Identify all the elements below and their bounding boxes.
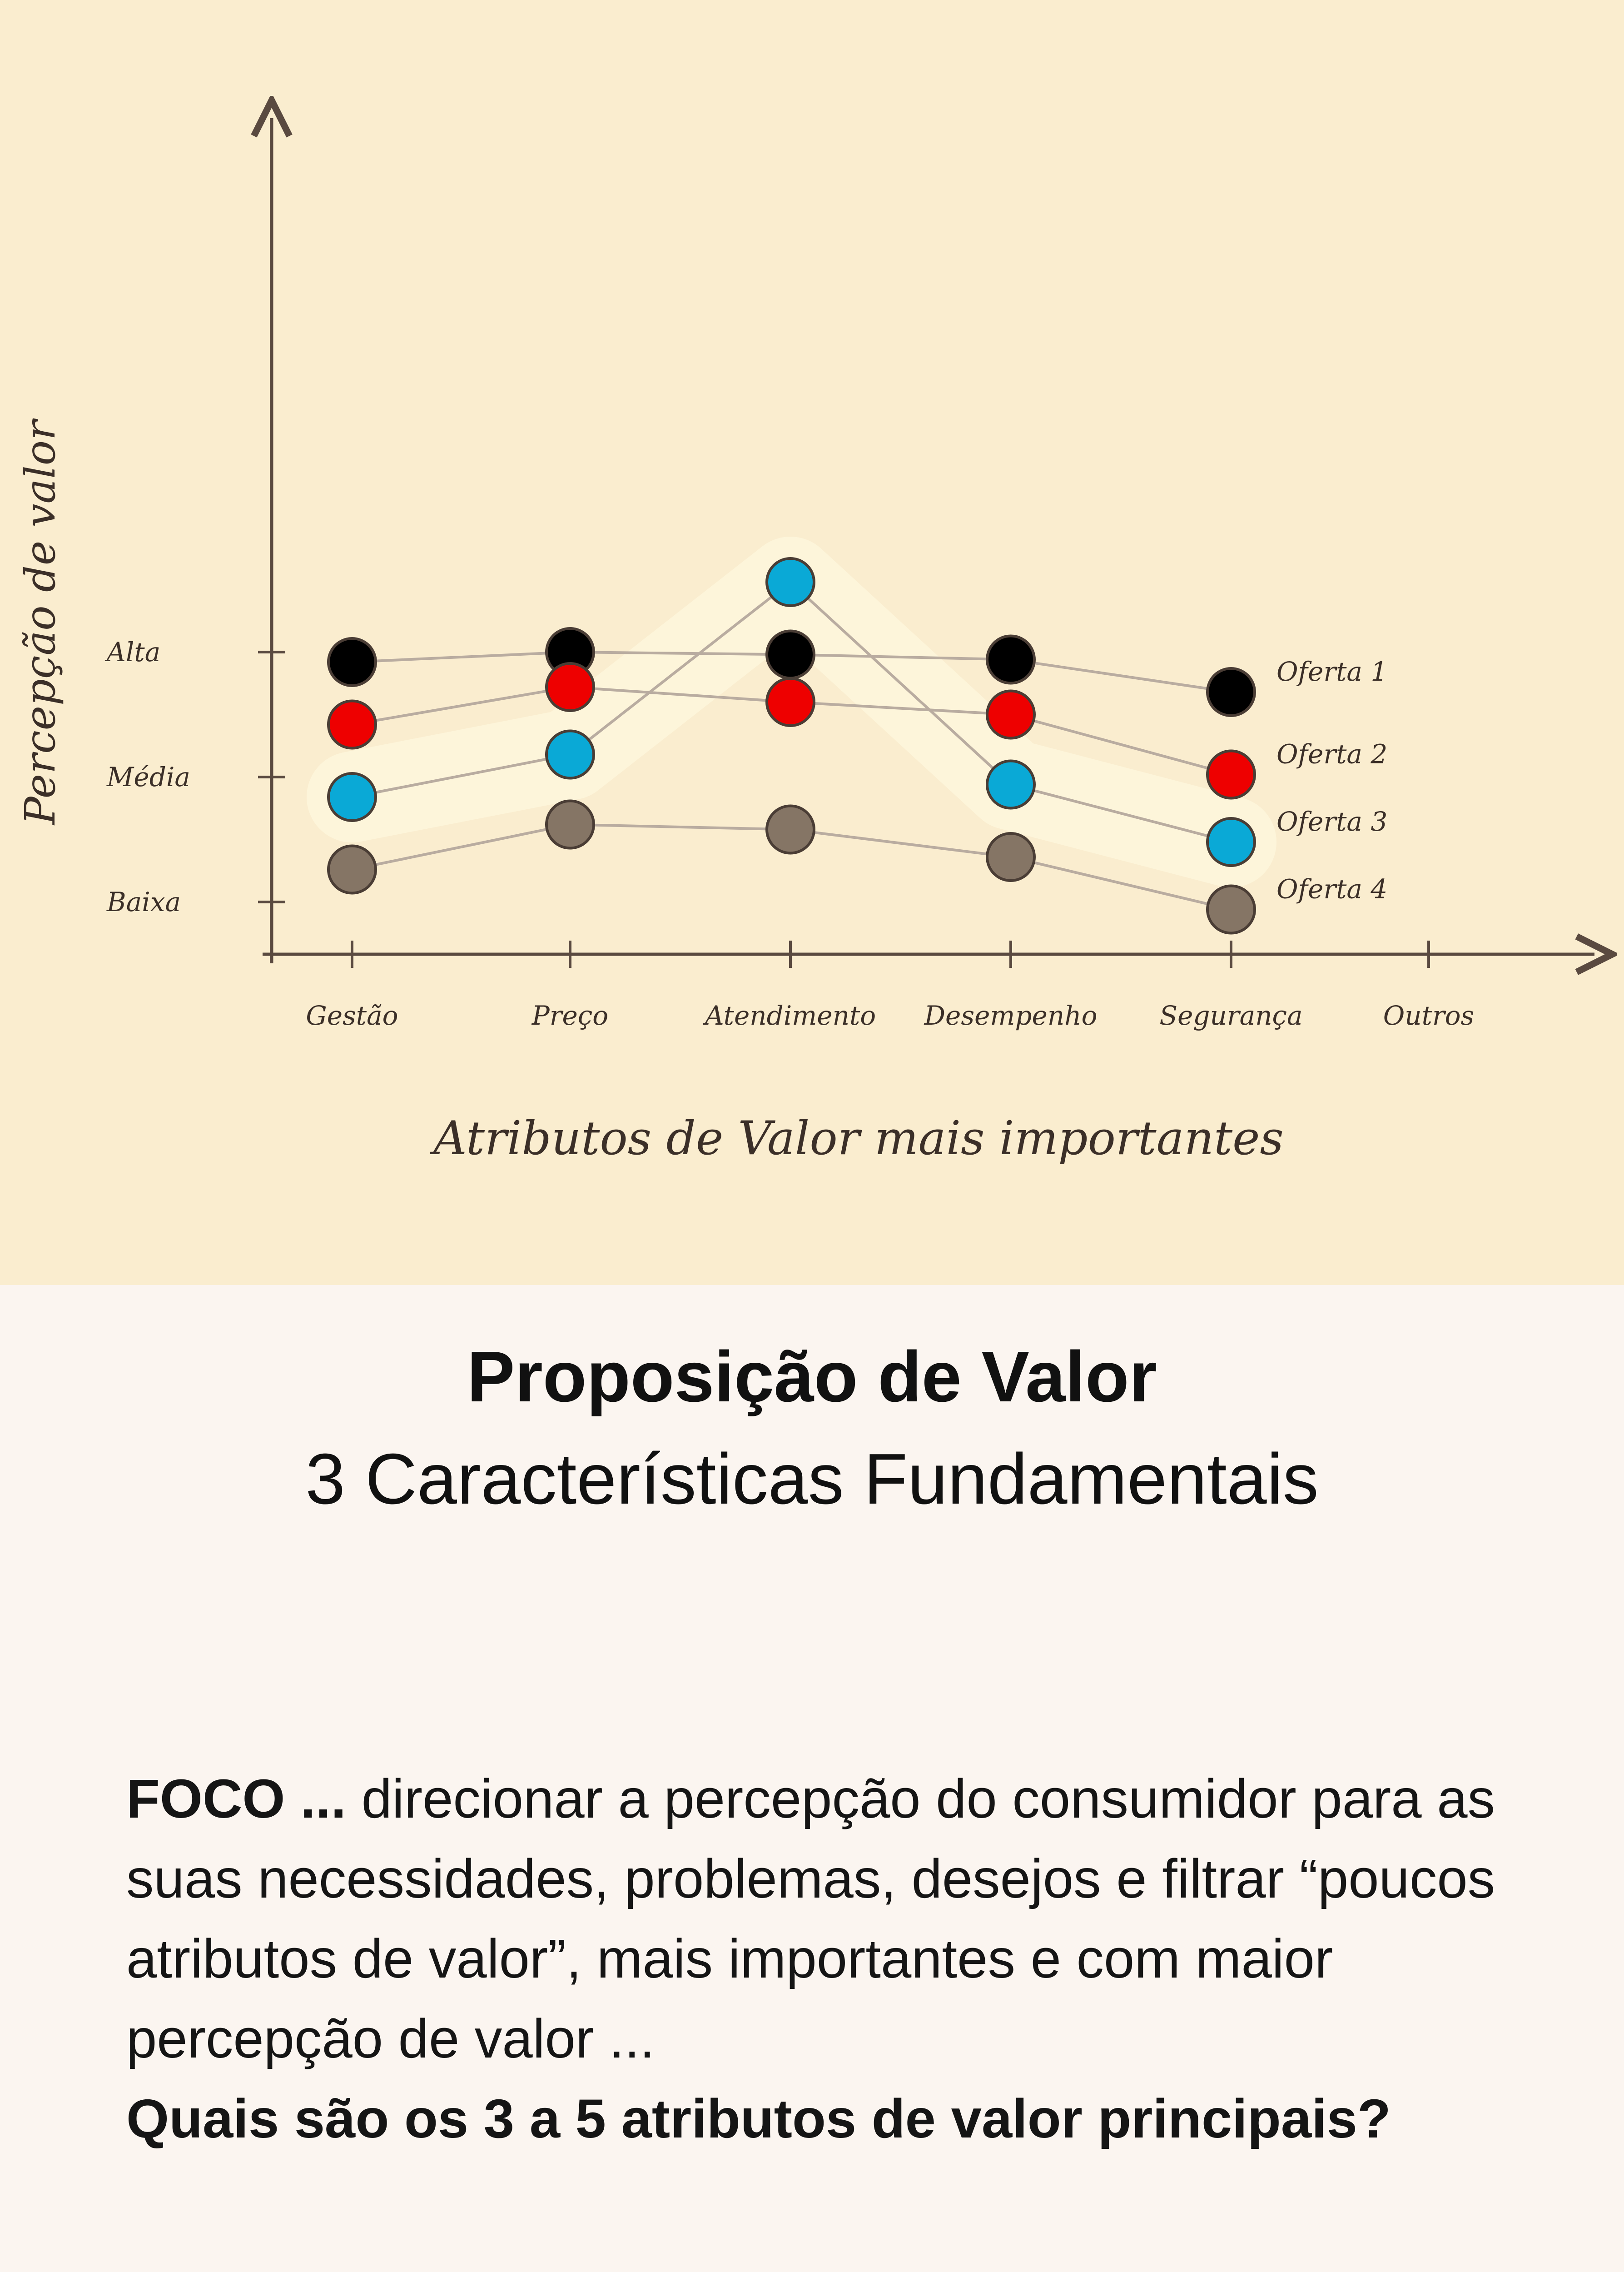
data-point: [328, 638, 376, 686]
x-tick-label: Preço: [531, 1000, 609, 1031]
x-tick-label: Outros: [1383, 1000, 1475, 1031]
x-tick-label: Gestão: [306, 1000, 398, 1031]
data-point: [767, 806, 814, 853]
series-label: Oferta 3: [1276, 806, 1388, 837]
data-point: [1207, 751, 1255, 798]
x-axis-title: Atributos de Valor mais importantes: [433, 1111, 1284, 1166]
page-subtitle: 3 Características Fundamentais: [305, 1439, 1319, 1519]
axes: [258, 118, 1594, 968]
data-point: [987, 761, 1034, 808]
foco-question: Quais são os 3 a 5 atributos de valor principais?: [126, 2088, 1391, 2149]
data-point: [1207, 668, 1255, 716]
data-point: [1207, 886, 1255, 933]
chart-labels: [16, 418, 1474, 1166]
data-point: [767, 678, 814, 726]
x-tick-label: Atendimento: [705, 1000, 876, 1031]
foco-heading: FOCO ...: [126, 1768, 346, 1829]
data-point: [987, 691, 1034, 738]
section-foco: [126, 1759, 1553, 2158]
series-label: Oferta 4: [1276, 873, 1388, 905]
data-point: [767, 631, 814, 678]
data-point: [546, 663, 594, 711]
data-point: [546, 801, 594, 848]
y-tick-label: Alta: [107, 637, 161, 668]
foco-body: direcionar a percepção do consumidor para as suas necessidades, problemas, desejos e filtrar “poucos atributos de valor”, mais importantes e com maior percepção de valor ...: [126, 1768, 1495, 2069]
data-point: [1207, 818, 1255, 866]
data-point: [328, 701, 376, 748]
page-title: Proposição de Valor: [467, 1337, 1157, 1417]
data-point: [546, 731, 594, 778]
data-point: [987, 636, 1034, 683]
y-tick-label: Média: [107, 762, 190, 792]
x-tick-label: Desempenho: [924, 1000, 1098, 1031]
x-tick-label: Segurança: [1159, 1000, 1303, 1031]
data-point: [987, 833, 1034, 881]
data-point: [328, 846, 376, 893]
data-point: [767, 558, 814, 606]
y-axis-title: Percepção de valor: [16, 420, 65, 825]
data-point: [328, 773, 376, 821]
y-tick-label: Baixa: [107, 887, 181, 917]
series-label: Oferta 2: [1276, 738, 1388, 770]
series-label: Oferta 1: [1276, 656, 1388, 687]
